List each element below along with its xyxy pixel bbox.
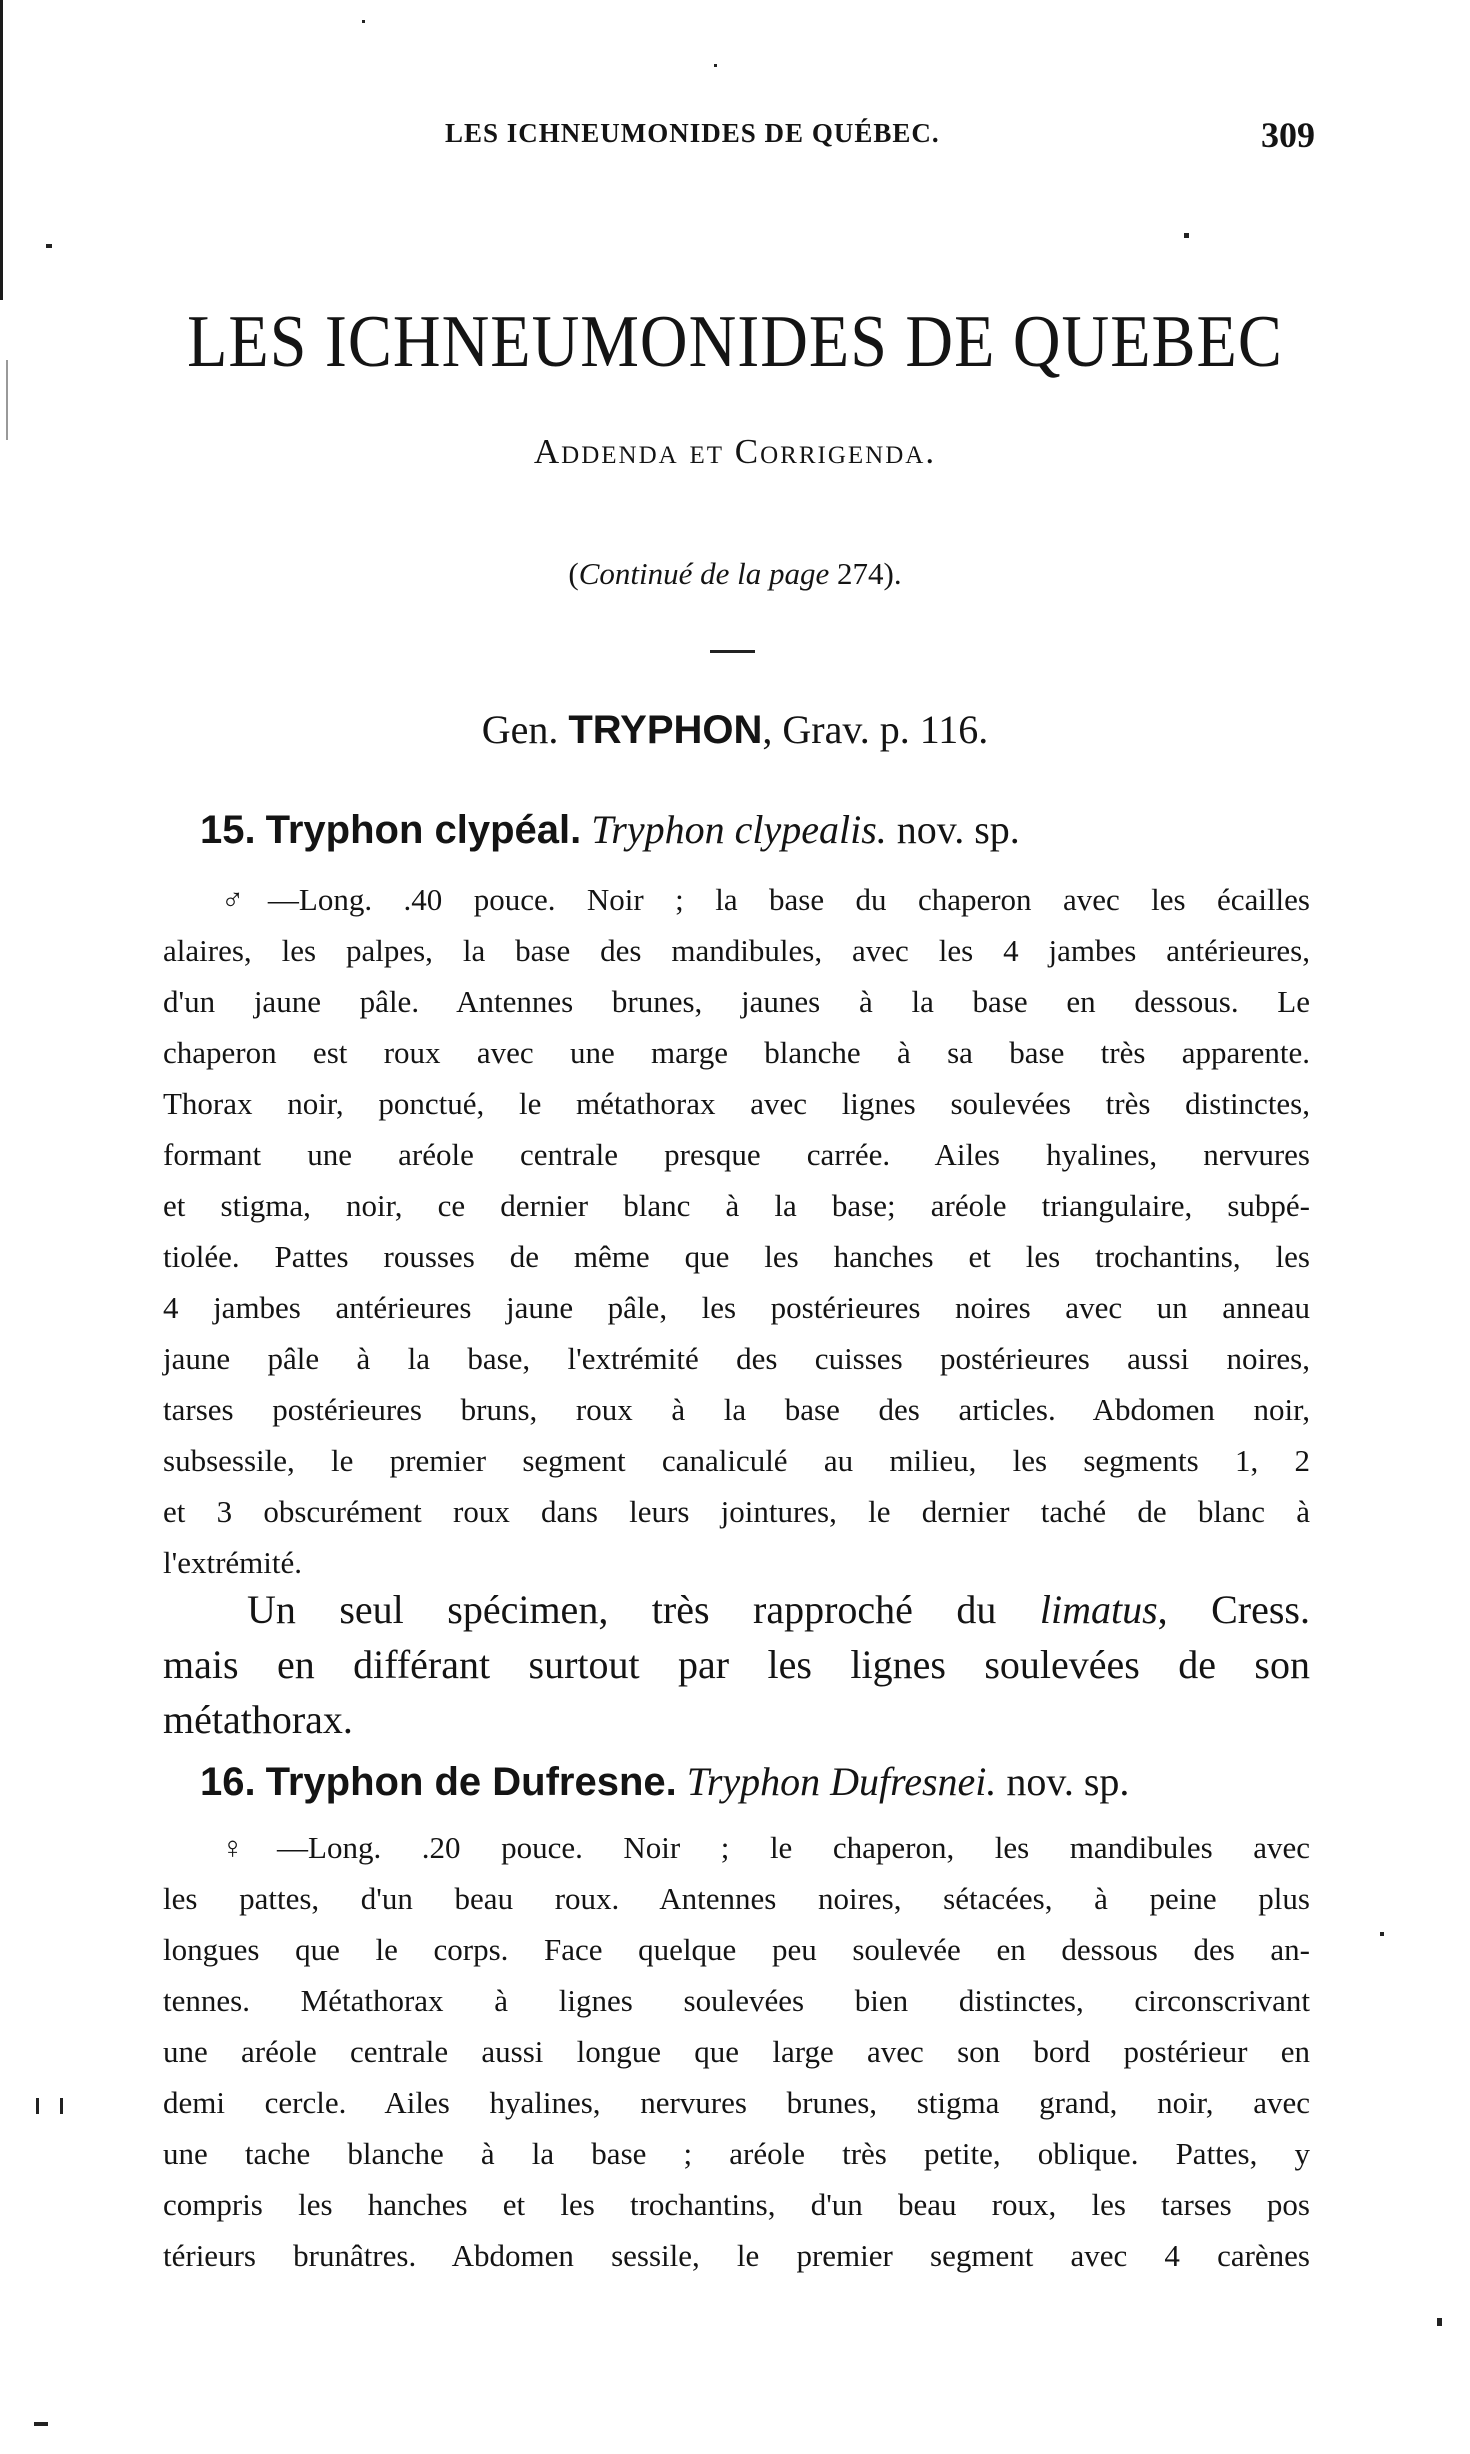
article-title: LES ICHNEUMONIDES DE QUEBEC	[187, 301, 1283, 383]
description-line: subsessile, le premier segment canaliculé au milieu, les segments 1, 2	[163, 1443, 1310, 1478]
description-line: les pattes, d'un beau roux. Antennes noires, sétacées, à peine plus	[163, 1881, 1310, 1916]
species-common-name: Tryphon clypéal.	[265, 808, 582, 852]
running-title: LES ICHNEUMONIDES DE QUÉBEC.	[445, 118, 940, 148]
genus-prefix: Gen.	[481, 707, 559, 752]
continued-italic: Continué de la page	[578, 556, 830, 591]
scan-speck	[34, 2422, 48, 2426]
description-line: l'extrémité.	[163, 1545, 303, 1580]
remark-line	[163, 1582, 1310, 1637]
section-rule	[710, 650, 755, 653]
scan-speck	[36, 2098, 39, 2114]
genus-name: TRYPHON	[568, 708, 763, 752]
scan-speck	[1437, 2318, 1442, 2326]
description-line: chaperon est roux avec une marge blanche à sa base très apparente.	[163, 1035, 1310, 1070]
remark-line: métathorax.	[163, 1697, 353, 1742]
species-16-heading	[200, 1758, 1129, 1805]
species-latin-name: Tryphon clypealis.	[591, 807, 887, 852]
species-status: nov. sp.	[1006, 1759, 1130, 1804]
description-line: tennes. Métathorax à lignes soulevées bien distinctes, circonscrivant	[163, 1983, 1310, 2018]
description-line: formant une aréole centrale presque carrée. Ailes hyalines, nervures	[163, 1137, 1310, 1172]
remark-italic: limatus	[1039, 1587, 1158, 1632]
description-line: une aréole centrale aussi longue que large avec son bord postérieur en	[163, 2034, 1310, 2069]
species-number: 16.	[200, 1760, 256, 1804]
species-16-description	[163, 1822, 1310, 2281]
scan-speck	[362, 20, 365, 23]
species-number: 15.	[200, 808, 256, 852]
genus-heading	[0, 706, 1470, 753]
running-header	[165, 115, 1315, 158]
description-line: et stigma, noir, ce dernier blanc à la base; aréole triangulaire, subpé-	[163, 1188, 1310, 1223]
continued-prefix: (	[568, 556, 579, 591]
continued-rest: 274).	[837, 556, 902, 591]
species-status: nov. sp.	[896, 807, 1020, 852]
scan-speck	[1380, 1932, 1384, 1936]
description-line: compris les hanches et les trochantins, d'un beau roux, les tarses pos	[163, 2187, 1310, 2222]
description-line: térieurs brunâtres. Abdomen sessile, le premier segment avec 4 carènes	[163, 2238, 1310, 2273]
description-line: 4 jambes antérieures jaune pâle, les postérieures noires avec un anneau	[163, 1290, 1310, 1325]
description-line: une tache blanche à la base ; aréole très petite, oblique. Pattes, y	[163, 2136, 1310, 2171]
scan-speck	[1184, 233, 1189, 238]
scan-speck	[46, 244, 52, 248]
description-line: d'un jaune pâle. Antennes brunes, jaunes à la base en dessous. Le	[163, 984, 1310, 1019]
page-number: 309	[1261, 115, 1315, 155]
species-15-heading	[200, 806, 1020, 853]
description-line: tiolée. Pattes rousses de même que les hanches et les trochantins, les	[163, 1239, 1310, 1274]
species-common-name: Tryphon de Dufresne.	[265, 1760, 677, 1804]
scan-speck	[60, 2098, 63, 2114]
species-15-remark	[163, 1582, 1310, 1747]
scan-edge-line	[0, 0, 3, 300]
description-line: tarses postérieures bruns, roux à la base des articles. Abdomen noir,	[163, 1392, 1310, 1427]
remark-line: mais en différant surtout par les lignes soulevées de son	[163, 1642, 1310, 1687]
genus-suffix: , Grav. p. 116.	[762, 707, 989, 752]
description-line: longues que le corps. Face quelque peu soulevée en dessous des an-	[163, 1932, 1310, 1967]
description-line: Thorax noir, ponctué, le métathorax avec lignes soulevées très distinctes,	[163, 1086, 1310, 1121]
remark-text: , Cress.	[1157, 1587, 1310, 1632]
species-15-description	[163, 874, 1310, 1588]
description-line: et 3 obscurément roux dans leurs jointures, le dernier taché de blanc à	[163, 1494, 1310, 1529]
description-line: ♂—Long. .40 pouce. Noir ; la base du chaperon avec les écailles	[221, 882, 1310, 917]
description-line: ♀—Long. .20 pouce. Noir ; le chaperon, les mandibules avec	[221, 1830, 1310, 1865]
description-line: alaires, les palpes, la base des mandibules, avec les 4 jambes antérieures,	[163, 933, 1310, 968]
description-line: jaune pâle à la base, l'extrémité des cuisses postérieures aussi noires,	[163, 1341, 1310, 1376]
scan-speck	[714, 64, 717, 67]
continued-note	[0, 556, 1470, 592]
remark-text: Un seul spécimen, très rapproché du	[247, 1587, 1040, 1632]
article-subtitle: Addenda et Corrigenda.	[533, 432, 937, 471]
species-latin-name: Tryphon Dufresnei.	[686, 1759, 997, 1804]
description-line: demi cercle. Ailes hyalines, nervures brunes, stigma grand, noir, avec	[163, 2085, 1310, 2120]
